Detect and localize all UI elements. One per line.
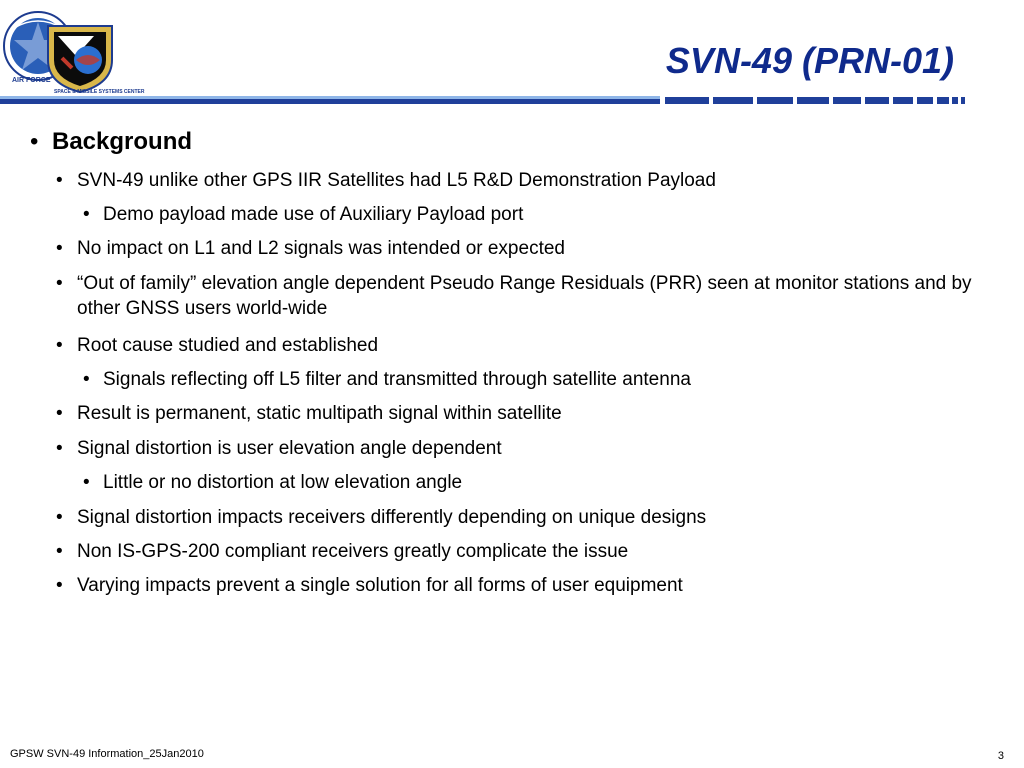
bullet-marker: •	[56, 403, 63, 424]
bullet-marker: •	[56, 438, 63, 459]
list-item-text: Little or no distortion at low elevation angle	[103, 472, 463, 493]
logo-group	[0, 0, 145, 96]
bullet-marker: •	[56, 575, 63, 596]
header-divider	[0, 96, 1024, 104]
list-item-text: SVN-49 unlike other GPS IIR Satellites had L5 R&D Demonstration Payload	[77, 170, 716, 191]
afspc-logo-text: AIR FORCE	[12, 77, 51, 84]
list-item-text: Varying impacts prevent a single solution for all forms of user equipment	[77, 575, 683, 596]
list-item-text: Demo payload made use of Auxiliary Payload port	[103, 204, 524, 225]
footer-caption: GPSW SVN-49 Information_25Jan2010	[10, 748, 204, 760]
smc-logo-text: SPACE & MISSILE SYSTEMS CENTER	[54, 89, 145, 95]
list-item-text: Result is permanent, static multipath signal within satellite	[77, 403, 562, 424]
list-item-text: “Out of family” elevation angle dependent Pseudo Range Residuals (PRR) seen at monitor stations and by other GNSS users world-wide	[77, 273, 972, 319]
list-item-text: Non IS-GPS-200 compliant receivers greatly complicate the issue	[77, 541, 629, 562]
bullet-marker: •	[30, 128, 39, 155]
list-item-text: Signal distortion impacts receivers differently depending on unique designs	[77, 507, 707, 528]
slide-title: SVN-49 (PRN-01)	[665, 40, 954, 81]
heading-text: Background	[52, 128, 193, 155]
bullet-marker: •	[56, 238, 63, 259]
smc-emblem-icon	[48, 26, 145, 95]
bullet-marker: •	[56, 273, 63, 294]
bullet-marker: •	[56, 541, 63, 562]
bullet-marker: •	[56, 170, 63, 191]
page-number: 3	[997, 750, 1004, 762]
bullet-marker: •	[56, 507, 63, 528]
list-item-text: Root cause studied and established	[77, 335, 379, 356]
bullet-marker: •	[56, 335, 63, 356]
list-item-text: No impact on L1 and L2 signals was intended or expected	[77, 238, 565, 259]
list-item-text: Signal distortion is user elevation angle dependent	[77, 438, 502, 459]
bullet-marker: •	[83, 369, 90, 390]
bullet-marker: •	[83, 472, 90, 493]
bullet-marker: •	[83, 204, 90, 225]
list-item-text: Signals reflecting off L5 filter and transmitted through satellite antenna	[103, 369, 691, 390]
